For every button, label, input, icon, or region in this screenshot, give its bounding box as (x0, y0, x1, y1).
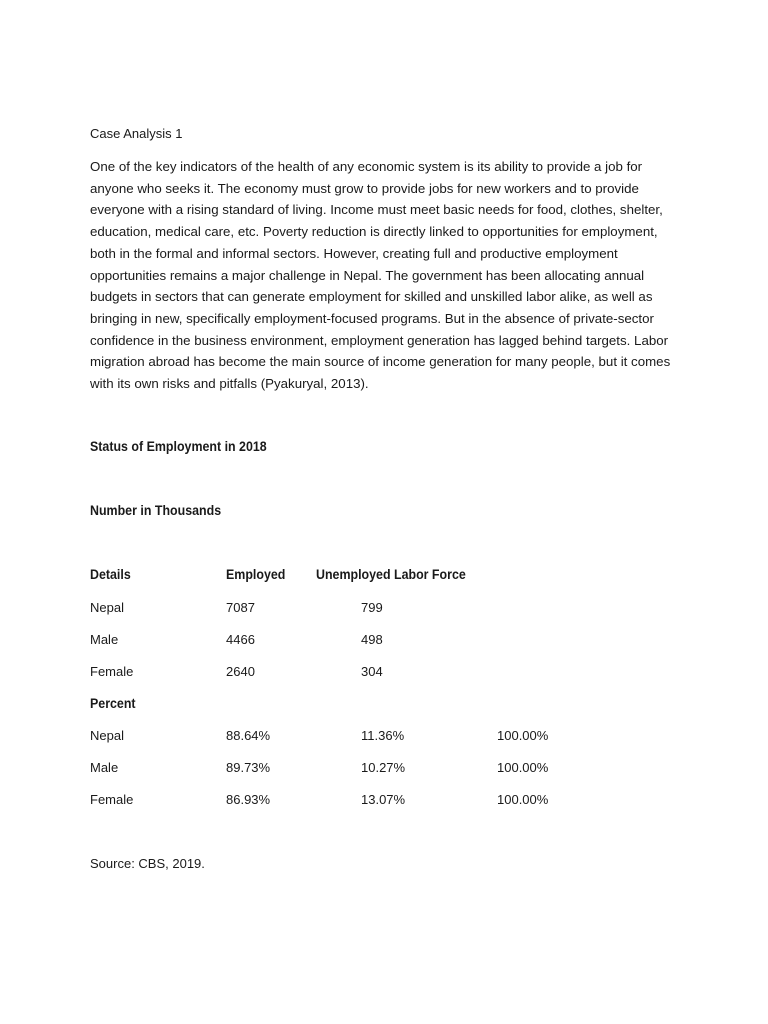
employed-percent: 89.73% (226, 760, 271, 775)
unemployed-value: 304 (361, 664, 383, 679)
employed-percent: 86.93% (226, 792, 271, 807)
employed-value: 2640 (226, 664, 255, 679)
total-percent: 100.00% (497, 760, 549, 775)
employed-percent: 88.64% (226, 728, 271, 743)
employed-value: 4466 (226, 632, 255, 647)
header-unemployed: Unemployed Labor Force (316, 567, 466, 582)
row-label: Female (90, 664, 134, 679)
total-percent: 100.00% (497, 728, 549, 743)
unemployed-percent: 13.07% (361, 792, 406, 807)
row-label: Male (90, 760, 119, 775)
row-label: Male (90, 632, 119, 647)
percent-label: Percent (90, 696, 136, 711)
source-citation: Source: CBS, 2019. (90, 856, 205, 871)
row-label: Nepal (90, 600, 124, 615)
unemployed-percent: 11.36% (361, 728, 405, 743)
unemployed-percent: 10.27% (361, 760, 406, 775)
employed-value: 7087 (226, 600, 255, 615)
header-details: Details (90, 567, 131, 582)
unemployed-value: 799 (361, 600, 383, 615)
status-heading: Status of Employment in 2018 (90, 439, 267, 454)
row-label: Nepal (90, 728, 124, 743)
header-employed: Employed (226, 567, 286, 582)
total-percent: 100.00% (497, 792, 549, 807)
row-label: Female (90, 792, 134, 807)
document-title: Case Analysis 1 (90, 126, 183, 141)
unemployed-value: 498 (361, 632, 383, 647)
body-paragraph: One of the key indicators of the health of any economic system is its ability to provide a job for anyone who seeks it. The economy must grow to provide jobs for new workers and to provide everyone with a rising standard of living. Income must meet basic needs for food, clothes, shelter, education, medical care, etc. Poverty reduction is directly linked to opportunities for employment, both in the formal and informal sectors. However, creating full and productive employment opportunities remains a major challenge in Nepal. The government has been allocating annual budgets in sectors that can generate employment for skilled and unskilled labor alike, as well as bringing in new, specifically employment-focused programs. But in the absence of private-sector confidence in the business environment, employment generation has lagged behind targets. Labor migration abroad has become the main source of income generation for many people, but it comes with its own risks and pitfalls (Pyakuryal, 2013). (90, 159, 671, 392)
units-heading: Number in Thousands (90, 503, 222, 518)
